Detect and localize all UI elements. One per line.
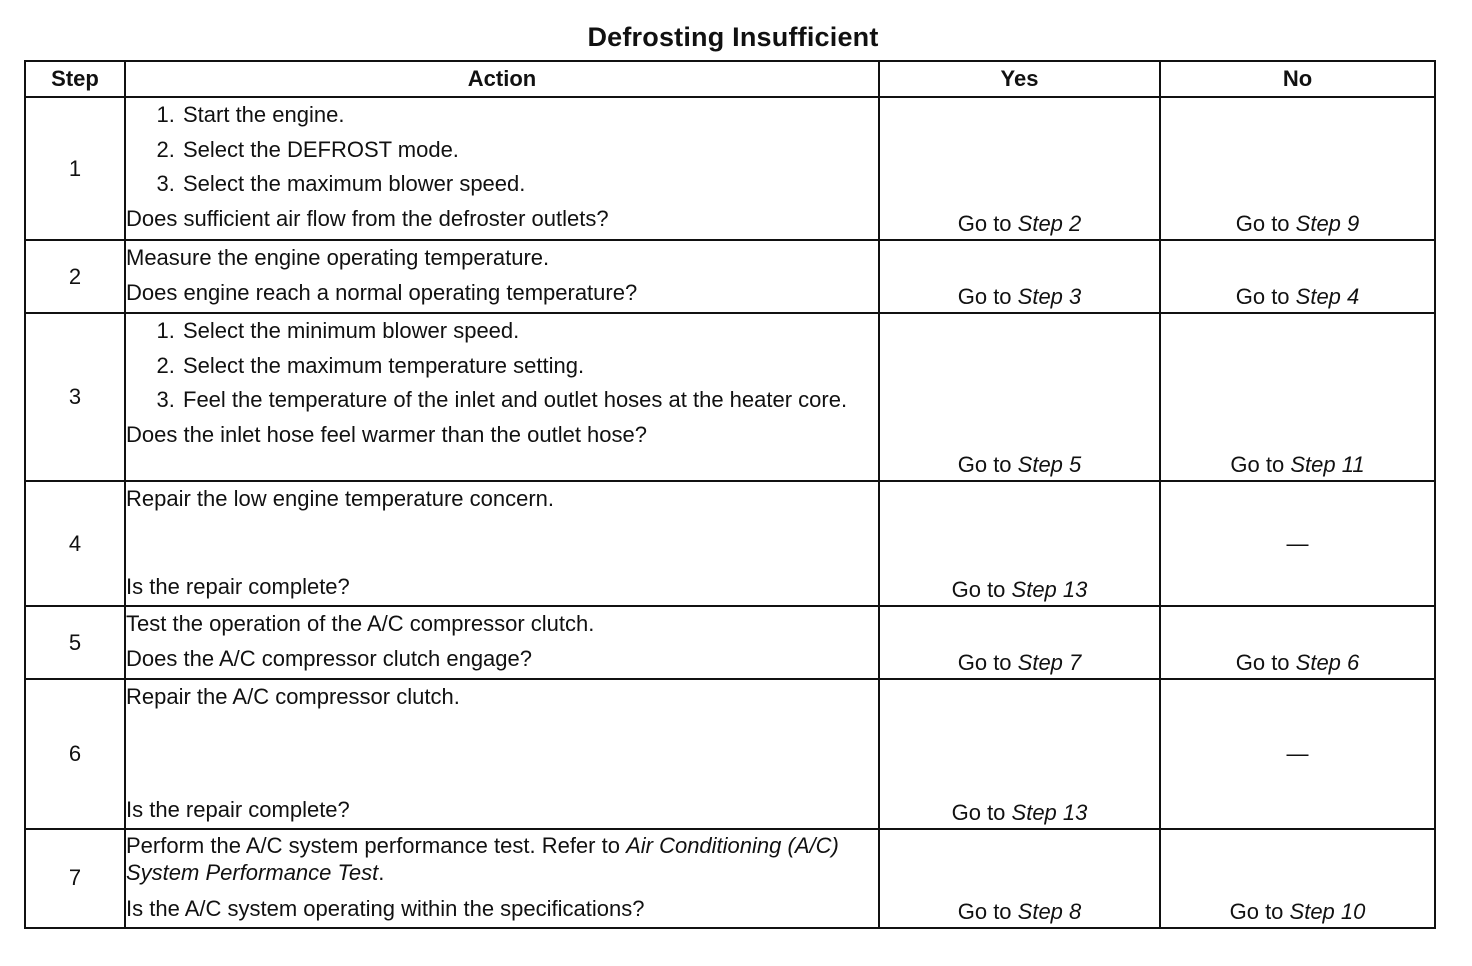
header-yes: Yes [879,61,1160,97]
table-row [25,829,1435,928]
action-text-prefix: Perform the A/C system performance test. Refer to [126,833,627,858]
action-list [126,314,878,418]
action-cell [125,240,879,313]
no-cell [1160,829,1435,928]
yes-cell [879,481,1160,606]
goto-label: Go to [957,898,1018,924]
goto-label: Go to [1235,284,1296,309]
list-item: 2. Select the maximum temperature setting. [181,349,878,384]
step-link: Step 13 [1011,800,1088,825]
step-link: Step 7 [1017,650,1082,675]
action-cell [125,313,879,481]
step-number: 1 [25,97,125,240]
step-link: Step 13 [1011,577,1088,602]
step-link: Step 8 [1017,898,1082,924]
no-cell [1160,606,1435,679]
yes-cell [879,829,1160,928]
list-item: 1. Start the engine. [181,98,878,133]
step-number: 6 [25,679,125,829]
goto-label: Go to [951,577,1012,602]
action-text: Test the operation of the A/C compressor clutch. [126,611,595,636]
list-item: 1. Select the minimum blower speed. [181,314,878,349]
yes-cell [879,240,1160,313]
step-link: Step 2 [1017,211,1082,236]
action-cell [125,829,879,928]
page-title: Defrosting Insufficient [587,22,879,52]
table-row [25,240,1435,313]
list-item [181,383,878,418]
table-row [25,481,1435,606]
no-cell [1160,97,1435,240]
header-action: Action [125,61,879,97]
step-link: Step 9 [1295,211,1360,236]
table-row [25,313,1435,481]
header-step: Step [25,61,125,97]
goto-label: Go to [1235,211,1296,236]
action-cell [125,481,879,606]
step-number: 4 [25,481,125,606]
action-cell [125,679,879,829]
question: Does the inlet hose feel warmer than the outlet hose? [126,421,647,447]
yes-cell [879,97,1160,240]
question: Is the repair complete? [126,573,350,599]
step-number: 2 [25,240,125,313]
action-text: Repair the low engine temperature concern. [126,486,555,511]
no-cell: — [1160,481,1435,606]
question: Does engine reach a normal operating temperature? [126,279,638,305]
goto-label: Go to [1230,452,1291,477]
yes-cell [879,313,1160,481]
goto-label: Go to [957,452,1018,477]
step-number: 3 [25,313,125,481]
action-cell [125,97,879,240]
no-cell [1160,240,1435,313]
step-link: Step 4 [1295,284,1360,309]
list-item: 2. Select the DEFROST mode. [181,133,878,168]
goto-label: Go to [957,650,1018,675]
reference-link: Air Conditioning (A/C) System Performance Test [126,833,839,885]
step-number: 5 [25,606,125,679]
no-cell [1160,313,1435,481]
list-item-text: Feel the temperature of the inlet and outlet hoses at the heater core. [183,387,848,412]
question: Is the repair complete? [126,796,350,822]
yes-cell [879,606,1160,679]
action-text: Repair the A/C compressor clutch. [126,684,460,709]
goto-label: Go to [1229,898,1290,924]
action-list [126,98,878,202]
question: Does the A/C compressor clutch engage? [126,645,533,671]
list-item: 3. Select the maximum blower speed. [181,167,878,202]
step-number: 7 [25,829,125,928]
table-row [25,679,1435,829]
question: Is the A/C system operating within the specifications? [126,896,645,921]
action-text: Measure the engine operating temperature. [126,245,550,270]
action-text [126,830,878,886]
step-link: Step 5 [1017,452,1082,477]
goto-label: Go to [951,800,1012,825]
diagnostic-table [24,60,1436,929]
step-link: Step 6 [1295,650,1360,675]
table-row [25,606,1435,679]
goto-label: Go to [957,284,1018,309]
no-cell: — [1160,679,1435,829]
header-no: No [1160,61,1435,97]
action-text-suffix: . [378,860,385,885]
step-link: Step 3 [1017,284,1082,309]
yes-cell [879,679,1160,829]
step-link: Step 10 [1289,898,1366,924]
goto-label: Go to [1235,650,1296,675]
question: Does sufficient air flow from the defroster outlets? [126,205,609,231]
action-cell [125,606,879,679]
table-header-row [25,61,1435,97]
goto-label: Go to [957,211,1018,236]
step-link: Step 11 [1290,452,1365,477]
table-row [25,97,1435,240]
